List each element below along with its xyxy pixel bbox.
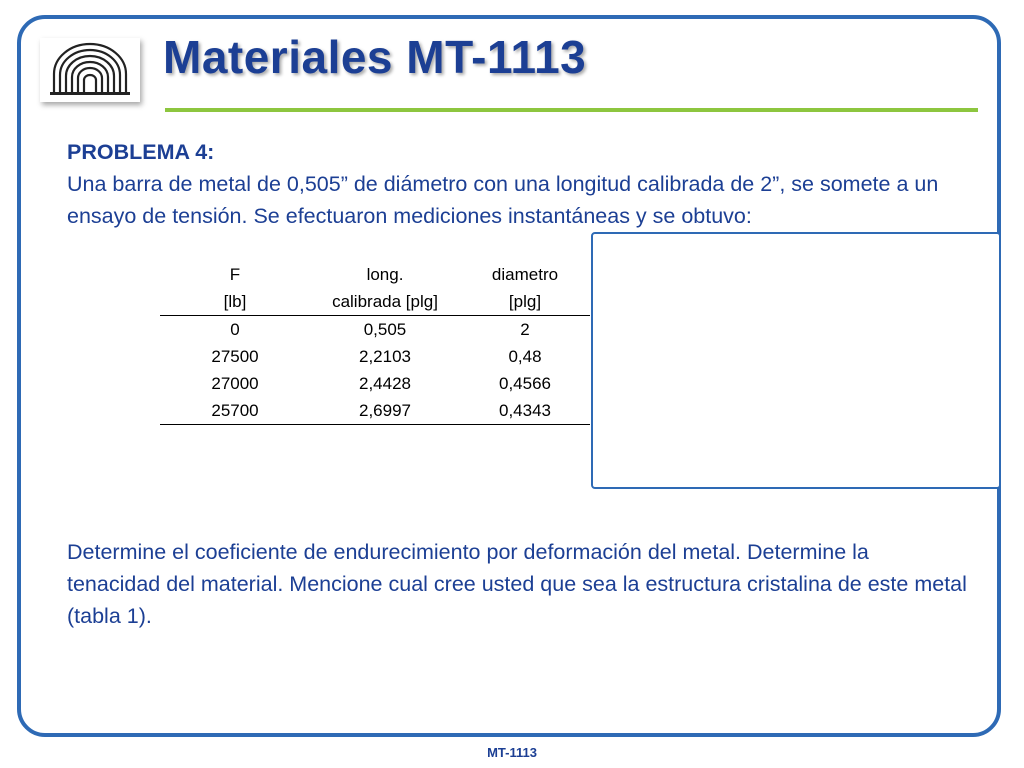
table-row [160,397,590,425]
header-force: F [229,264,241,284]
blank-image-box [591,232,1001,489]
questions-text: Determine el coeficiente de endurecimiento por deformación del metal. Determine la tenacidad del material. Mencione cual cree usted que sea la estructura cristalina de este metal (tabla 1). [67,540,967,628]
university-logo [40,38,140,102]
table-row [160,316,590,344]
table-cell: 2,4428 [359,373,411,393]
header-force-unit: [lb] [160,288,310,316]
table-cell: 2 [520,319,530,339]
header-length: long. [366,264,404,284]
problem-heading: PROBLEMA 4: [67,140,215,164]
problem-text: Una barra de metal de 0,505” de diámetro con una longitud calibrada de 2”, se somete a un ensayo de tensión. Se efectuaron mediciones instantáneas y se obtuvo: [67,172,939,228]
page-title: Materiales MT-1113 [163,31,587,83]
header-diameter-unit: [plg] [460,288,590,316]
measurements-table [160,261,590,425]
arches-logo-icon [40,38,140,102]
problem-statement [67,136,967,232]
table-cell: 27000 [211,373,259,393]
table-row [160,343,590,370]
table-row [160,370,590,397]
title-divider [165,108,978,112]
header-length-unit: calibrada [plg] [310,288,460,316]
table-cell: 2,2103 [359,346,411,366]
table-cell: 0,48 [508,346,542,366]
table-cell: 0 [230,319,240,339]
header-diameter: diametro [491,264,559,284]
table-cell: 0,505 [363,319,407,339]
table-cell: 25700 [160,397,310,425]
table-cell: 0,4343 [460,397,590,425]
table-cell: 27500 [211,346,259,366]
table-cell: 0,4566 [499,373,551,393]
table-cell: 2,6997 [310,397,460,425]
footer-label: MT-1113 [487,745,537,760]
